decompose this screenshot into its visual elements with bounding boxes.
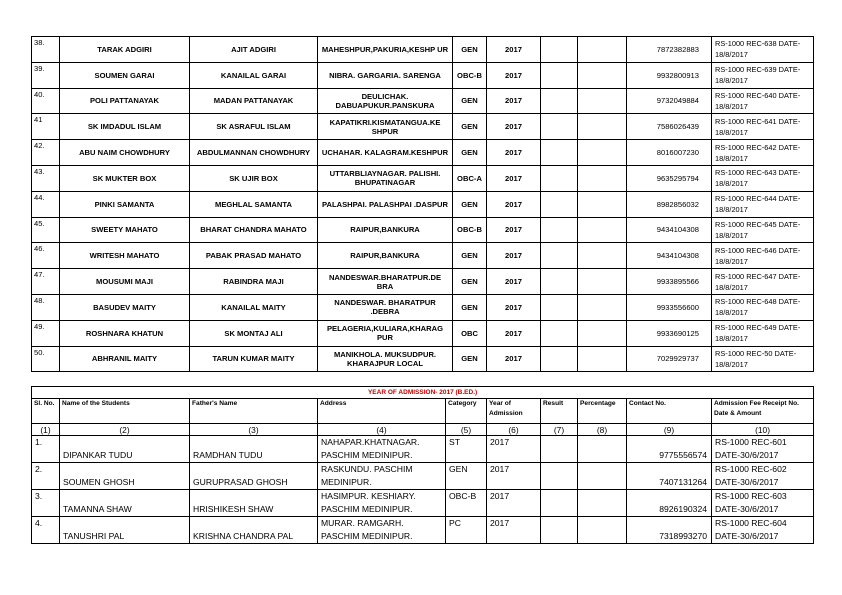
cell-name: SK IMDADUL ISLAM	[60, 114, 190, 140]
table-row	[32, 463, 814, 490]
cell-category: GEN	[453, 346, 487, 372]
cell-percentage	[578, 294, 627, 320]
table-row	[32, 269, 814, 295]
cell-name: TAMANNA SHAW	[60, 490, 190, 517]
cell-receipt: RS-1000 REC-641 DATE- 18/8/2017	[712, 114, 814, 140]
column-header: Category	[446, 399, 487, 424]
cell-percentage	[578, 114, 627, 140]
cell-name: SWEETY MAHATO	[60, 217, 190, 243]
cell-result	[541, 191, 578, 217]
table-row	[32, 140, 814, 166]
cell-result	[541, 490, 578, 517]
cell-address: PELAGERIA,KULIARA,KHARAG PUR	[318, 320, 453, 346]
cell-year: 2017	[487, 517, 541, 544]
cell-receipt: RS-1000 REC-644 DATE- 18/8/2017	[712, 191, 814, 217]
cell-result	[541, 294, 578, 320]
cell-sl: 45.	[32, 217, 60, 243]
cell-contact: 9933690125	[627, 320, 712, 346]
cell-address: NANDESWAR.BHARATPUR.DE BRA	[318, 269, 453, 295]
cell-sl: 41	[32, 114, 60, 140]
cell-sl: 4.	[32, 517, 60, 544]
cell-category: GEN	[453, 191, 487, 217]
cell-receipt: RS-1000 REC-645 DATE- 18/8/2017	[712, 217, 814, 243]
cell-percentage	[578, 217, 627, 243]
cell-receipt: RS-1000 REC-647 DATE- 18/8/2017	[712, 269, 814, 295]
table-row	[32, 243, 814, 269]
cell-percentage	[578, 346, 627, 372]
cell-name: SK MUKTER BOX	[60, 165, 190, 191]
cell-sl: 40.	[32, 88, 60, 114]
cell-name: ROSHNARA KHATUN	[60, 320, 190, 346]
cell-contact: 8926190324	[627, 490, 712, 517]
cell-sl: 50.	[32, 346, 60, 372]
column-number: (5)	[446, 424, 487, 436]
cell-receipt: RS-1000 REC-639 DATE- 18/8/2017	[712, 62, 814, 88]
cell-year: 2017	[487, 88, 541, 114]
cell-name: SOUMEN GHOSH	[60, 463, 190, 490]
cell-percentage	[578, 88, 627, 114]
cell-category: PC	[446, 517, 487, 544]
cell-address: NANDESWAR. BHARATPUR .DEBRA	[318, 294, 453, 320]
cell-sl: 39.	[32, 62, 60, 88]
cell-father: SK UJIR BOX	[190, 165, 318, 191]
cell-result	[541, 88, 578, 114]
cell-father: RABINDRA MAJI	[190, 269, 318, 295]
cell-year: 2017	[487, 114, 541, 140]
cell-address: MAHESHPUR,PAKURIA,KESHP UR	[318, 37, 453, 63]
column-number: (10)	[712, 424, 814, 436]
cell-sl: 44.	[32, 191, 60, 217]
column-header: Contact No.	[627, 399, 712, 424]
table-row	[32, 320, 814, 346]
column-header: Percentage	[578, 399, 627, 424]
cell-percentage	[578, 463, 627, 490]
cell-year: 2017	[487, 191, 541, 217]
cell-year: 2017	[487, 165, 541, 191]
cell-category: GEN	[453, 140, 487, 166]
cell-category: GEN	[453, 269, 487, 295]
column-header: Result	[541, 399, 578, 424]
cell-receipt: RS-1000 REC-602 DATE-30/6/2017	[712, 463, 814, 490]
cell-father: RAMDHAN TUDU	[190, 436, 318, 463]
cell-contact: 7872382883	[627, 37, 712, 63]
cell-category: OBC-A	[453, 165, 487, 191]
cell-result	[541, 243, 578, 269]
cell-result	[541, 62, 578, 88]
cell-sl: 38.	[32, 37, 60, 63]
column-number: (8)	[578, 424, 627, 436]
cell-address: NIBRA. GARGARIA. SARENGA	[318, 62, 453, 88]
cell-contact: 8982856032	[627, 191, 712, 217]
cell-result	[541, 436, 578, 463]
column-header: Address	[318, 399, 446, 424]
cell-year: 2017	[487, 320, 541, 346]
cell-category: GEN	[453, 243, 487, 269]
cell-receipt: RS-1000 REC-640 DATE- 18/8/2017	[712, 88, 814, 114]
table-row	[32, 191, 814, 217]
cell-percentage	[578, 191, 627, 217]
column-number: (7)	[541, 424, 578, 436]
cell-category: ST	[446, 436, 487, 463]
table-row	[32, 114, 814, 140]
cell-sl: 49.	[32, 320, 60, 346]
cell-receipt: RS-1000 REC-638 DATE- 18/8/2017	[712, 37, 814, 63]
cell-category: OBC-B	[453, 62, 487, 88]
cell-father: PABAK PRASAD MAHATO	[190, 243, 318, 269]
cell-sl: 48.	[32, 294, 60, 320]
cell-receipt: RS-1000 REC-643 DATE- 18/8/2017	[712, 165, 814, 191]
cell-contact: 9933556600	[627, 294, 712, 320]
cell-contact: 9933895566	[627, 269, 712, 295]
column-number: (1)	[32, 424, 60, 436]
column-header: Name of the Students	[60, 399, 190, 424]
cell-category: OBC	[453, 320, 487, 346]
cell-name: ABU NAIM CHOWDHURY	[60, 140, 190, 166]
cell-percentage	[578, 320, 627, 346]
cell-address: MURAR. RAMGARH. PASCHIM MEDINIPUR.	[318, 517, 446, 544]
table-row	[32, 165, 814, 191]
table-row	[32, 88, 814, 114]
column-number: (3)	[190, 424, 318, 436]
table-row	[32, 217, 814, 243]
cell-contact: 7586026439	[627, 114, 712, 140]
cell-category: GEN	[453, 88, 487, 114]
cell-result	[541, 269, 578, 295]
cell-address: UTTARBLIAYNAGAR. PALISHI. BHUPATINAGAR	[318, 165, 453, 191]
cell-category: GEN	[453, 114, 487, 140]
cell-father: ABDULMANNAN CHOWDHURY	[190, 140, 318, 166]
cell-percentage	[578, 165, 627, 191]
cell-sl: 2.	[32, 463, 60, 490]
cell-year: 2017	[487, 463, 541, 490]
cell-percentage	[578, 62, 627, 88]
cell-sl: 3.	[32, 490, 60, 517]
cell-contact: 7407131264	[627, 463, 712, 490]
cell-father: MADAN PATTANAYAK	[190, 88, 318, 114]
cell-address: MANIKHOLA. MUKSUDPUR. KHARAJPUR LOCAL	[318, 346, 453, 372]
cell-receipt: RS-1000 REC-642 DATE- 18/8/2017	[712, 140, 814, 166]
cell-contact: 9434104308	[627, 243, 712, 269]
cell-contact: 9775556574	[627, 436, 712, 463]
cell-year: 2017	[487, 294, 541, 320]
column-number: (2)	[60, 424, 190, 436]
cell-name: BASUDEV MAITY	[60, 294, 190, 320]
cell-father: KANAILAL MAITY	[190, 294, 318, 320]
cell-sl: 46.	[32, 243, 60, 269]
table-row	[32, 294, 814, 320]
cell-receipt: RS-1000 REC-603 DATE-30/6/2017	[712, 490, 814, 517]
table-row	[32, 436, 814, 463]
cell-contact: 9932800913	[627, 62, 712, 88]
table-row	[32, 37, 814, 63]
cell-name: TARAK ADGIRI	[60, 37, 190, 63]
cell-receipt: RS-1000 REC-649 DATE- 18/8/2017	[712, 320, 814, 346]
column-header: Admission Fee Receipt No. Date & Amount	[712, 399, 814, 424]
cell-percentage	[578, 140, 627, 166]
table-row	[32, 346, 814, 372]
cell-contact: 9635295794	[627, 165, 712, 191]
cell-result	[541, 320, 578, 346]
cell-name: SOUMEN GARAI	[60, 62, 190, 88]
cell-percentage	[578, 517, 627, 544]
cell-name: DIPANKAR TUDU	[60, 436, 190, 463]
column-header: Sl. No.	[32, 399, 60, 424]
cell-result	[541, 165, 578, 191]
cell-contact: 8016007230	[627, 140, 712, 166]
cell-sl: 42.	[32, 140, 60, 166]
cell-contact: 7029929737	[627, 346, 712, 372]
cell-father: KRISHNA CHANDRA PAL	[190, 517, 318, 544]
cell-sl: 47.	[32, 269, 60, 295]
cell-year: 2017	[487, 140, 541, 166]
cell-result	[541, 463, 578, 490]
column-header: Year of Admission	[487, 399, 541, 424]
cell-address: KAPATIKRI.KISMATANGUA.KE SHPUR	[318, 114, 453, 140]
cell-address: NAHAPAR.KHATNAGAR. PASCHIM MEDINIPUR.	[318, 436, 446, 463]
cell-contact: 7318993270	[627, 517, 712, 544]
cell-name: ABHRANIL MAITY	[60, 346, 190, 372]
cell-category: OBC-B	[446, 490, 487, 517]
cell-result	[541, 140, 578, 166]
cell-receipt: RS-1000 REC-646 DATE- 18/8/2017	[712, 243, 814, 269]
cell-father: MEGHLAL SAMANTA	[190, 191, 318, 217]
cell-receipt: RS-1000 REC-648 DATE- 18/8/2017	[712, 294, 814, 320]
cell-address: RAIPUR,BANKURA	[318, 217, 453, 243]
column-number: (4)	[318, 424, 446, 436]
cell-father: AJIT ADGIRI	[190, 37, 318, 63]
table-row	[32, 62, 814, 88]
cell-father: TARUN KUMAR MAITY	[190, 346, 318, 372]
column-number: (9)	[627, 424, 712, 436]
admission-2017-table	[31, 386, 814, 544]
cell-year: 2017	[487, 62, 541, 88]
cell-result	[541, 114, 578, 140]
cell-result	[541, 517, 578, 544]
table-row	[32, 490, 814, 517]
cell-name: TANUSHRI PAL	[60, 517, 190, 544]
column-header: Father's Name	[190, 399, 318, 424]
column-number: (6)	[487, 424, 541, 436]
cell-name: PINKI SAMANTA	[60, 191, 190, 217]
students-table-continued	[31, 36, 814, 372]
table-row	[32, 517, 814, 544]
cell-percentage	[578, 269, 627, 295]
cell-address: PALASHPAI. PALASHPAI .DASPUR	[318, 191, 453, 217]
cell-category: OBC-B	[453, 217, 487, 243]
cell-receipt: RS-1000 REC-604 DATE-30/6/2017	[712, 517, 814, 544]
cell-sl: 43.	[32, 165, 60, 191]
cell-year: 2017	[487, 346, 541, 372]
cell-name: POLI PATTANAYAK	[60, 88, 190, 114]
cell-name: WRITESH MAHATO	[60, 243, 190, 269]
cell-contact: 9434104308	[627, 217, 712, 243]
cell-address: RAIPUR,BANKURA	[318, 243, 453, 269]
cell-percentage	[578, 490, 627, 517]
cell-receipt: RS-1000 REC-50 DATE- 18/8/2017	[712, 346, 814, 372]
cell-category: GEN	[446, 463, 487, 490]
cell-father: BHARAT CHANDRA MAHATO	[190, 217, 318, 243]
cell-category: GEN	[453, 37, 487, 63]
cell-father: GURUPRASAD GHOSH	[190, 463, 318, 490]
cell-address: RASKUNDU. PASCHIM MEDINIPUR.	[318, 463, 446, 490]
cell-receipt: RS-1000 REC-601 DATE-30/6/2017	[712, 436, 814, 463]
cell-father: SK ASRAFUL ISLAM	[190, 114, 318, 140]
cell-result	[541, 217, 578, 243]
cell-result	[541, 37, 578, 63]
cell-percentage	[578, 243, 627, 269]
cell-address: HASIMPUR. KESHIARY. PASCHIM MEDINIPUR.	[318, 490, 446, 517]
cell-percentage	[578, 37, 627, 63]
table-title: YEAR OF ADMISSION- 2017 (B.ED.)	[32, 387, 814, 399]
cell-year: 2017	[487, 436, 541, 463]
cell-father: HRISHIKESH SHAW	[190, 490, 318, 517]
cell-year: 2017	[487, 217, 541, 243]
cell-address: DEULICHAK. DABUAPUKUR.PANSKURA	[318, 88, 453, 114]
cell-year: 2017	[487, 490, 541, 517]
cell-address: UCHAHAR. KALAGRAM.KESHPUR	[318, 140, 453, 166]
cell-year: 2017	[487, 243, 541, 269]
cell-contact: 9732049884	[627, 88, 712, 114]
cell-year: 2017	[487, 37, 541, 63]
cell-result	[541, 346, 578, 372]
cell-year: 2017	[487, 269, 541, 295]
cell-percentage	[578, 436, 627, 463]
cell-category: GEN	[453, 294, 487, 320]
cell-father: SK MONTAJ ALI	[190, 320, 318, 346]
cell-name: MOUSUMI MAJI	[60, 269, 190, 295]
cell-sl: 1.	[32, 436, 60, 463]
cell-father: KANAILAL GARAI	[190, 62, 318, 88]
